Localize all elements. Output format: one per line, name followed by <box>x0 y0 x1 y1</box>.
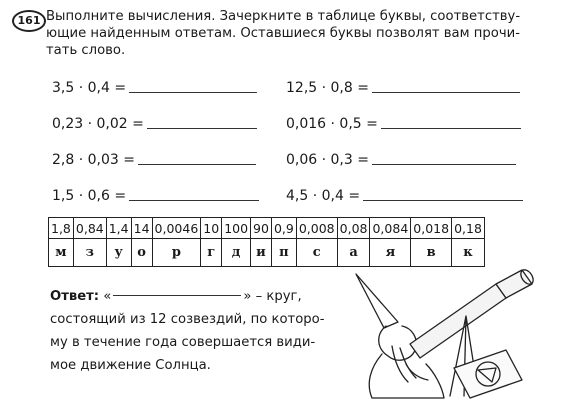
number-cell: 90 <box>251 218 272 239</box>
expression-text: 12,5 · 0,8 = <box>286 80 369 96</box>
answer-first-line <box>50 285 340 308</box>
answer-blank[interactable] <box>147 127 257 129</box>
expression-row <box>52 116 542 152</box>
letter-cell[interactable]: р <box>152 239 201 267</box>
answer-label: Ответ: <box>50 289 100 304</box>
number-cell: 0,084 <box>370 218 411 239</box>
numbers-row <box>49 218 485 239</box>
expression-text: 0,016 · 0,5 = <box>286 116 378 132</box>
instruction-line: Выполните вычисления. Зачеркните в таблице буквы, соответству- <box>46 9 521 24</box>
answer-block <box>50 285 340 377</box>
instruction-line: ющие найденным ответам. Оставшиеся буквы позволят вам прочи- <box>46 26 520 41</box>
expression-text: 4,5 · 0,4 = <box>286 188 361 204</box>
letter-cell[interactable]: я <box>370 239 411 267</box>
letter-cell[interactable]: к <box>452 239 485 267</box>
task-instruction <box>46 8 551 59</box>
letter-cell[interactable]: с <box>296 239 337 267</box>
number-cell: 1,4 <box>106 218 131 239</box>
answer-line: му в течение года совершается види- <box>50 335 316 350</box>
task-number-badge: 161 <box>12 10 46 32</box>
letter-cell[interactable]: п <box>271 239 296 267</box>
expression-text: 3,5 · 0,4 = <box>52 80 127 96</box>
open-quote: « <box>103 289 112 304</box>
expression-right <box>286 152 516 168</box>
answer-blank[interactable] <box>129 199 259 201</box>
expressions-block <box>52 80 542 224</box>
answer-blank[interactable] <box>129 91 257 93</box>
answer-blank[interactable] <box>372 91 520 93</box>
answer-line: состоящий из 12 созвездий, по которо- <box>50 312 325 327</box>
answer-blank[interactable] <box>363 199 523 201</box>
number-cell: 14 <box>131 218 152 239</box>
close-quote: » – круг, <box>243 289 302 304</box>
number-cell: 0,0046 <box>152 218 201 239</box>
number-cell: 0,18 <box>452 218 485 239</box>
expression-right <box>286 116 521 132</box>
expression-text: 0,06 · 0,3 = <box>286 152 369 168</box>
expression-left <box>52 80 257 96</box>
wizard-hat <box>356 274 398 328</box>
letter-cell[interactable]: у <box>106 239 131 267</box>
number-cell: 0,84 <box>73 218 106 239</box>
expression-left <box>52 188 259 204</box>
letter-table <box>48 217 485 267</box>
expression-text: 0,23 · 0,02 = <box>52 116 144 132</box>
letter-cell[interactable]: и <box>251 239 272 267</box>
expression-left <box>52 116 257 132</box>
letter-cell[interactable]: а <box>337 239 370 267</box>
number-cell: 100 <box>222 218 251 239</box>
number-cell: 0,018 <box>411 218 452 239</box>
letter-cell[interactable]: з <box>73 239 106 267</box>
letter-cell[interactable]: м <box>49 239 74 267</box>
letter-cell[interactable]: в <box>411 239 452 267</box>
answer-blank[interactable] <box>138 163 256 165</box>
expression-row <box>52 152 542 188</box>
answer-blank[interactable] <box>372 163 516 165</box>
number-cell: 0,9 <box>271 218 296 239</box>
expression-right <box>286 188 523 204</box>
task-header <box>17 8 566 59</box>
instruction-line: тать слово. <box>46 43 126 58</box>
number-cell: 10 <box>201 218 222 239</box>
letter-cell[interactable]: д <box>222 239 251 267</box>
answer-word-blank[interactable] <box>113 294 241 296</box>
number-cell: 1,8 <box>49 218 74 239</box>
expression-text: 2,8 · 0,03 = <box>52 152 135 168</box>
expression-right <box>286 80 520 96</box>
letter-cell[interactable]: г <box>201 239 222 267</box>
answer-line: мое движение Солнца. <box>50 358 211 373</box>
answer-blank[interactable] <box>381 127 521 129</box>
expression-left <box>52 152 256 168</box>
expression-row <box>52 80 542 116</box>
astronomer-illustration <box>346 268 546 400</box>
wizard-robe <box>369 354 444 398</box>
letters-row <box>49 239 485 267</box>
number-cell: 0,008 <box>296 218 337 239</box>
letter-cell[interactable]: о <box>131 239 152 267</box>
number-cell: 0,08 <box>337 218 370 239</box>
expression-text: 1,5 · 0,6 = <box>52 188 127 204</box>
